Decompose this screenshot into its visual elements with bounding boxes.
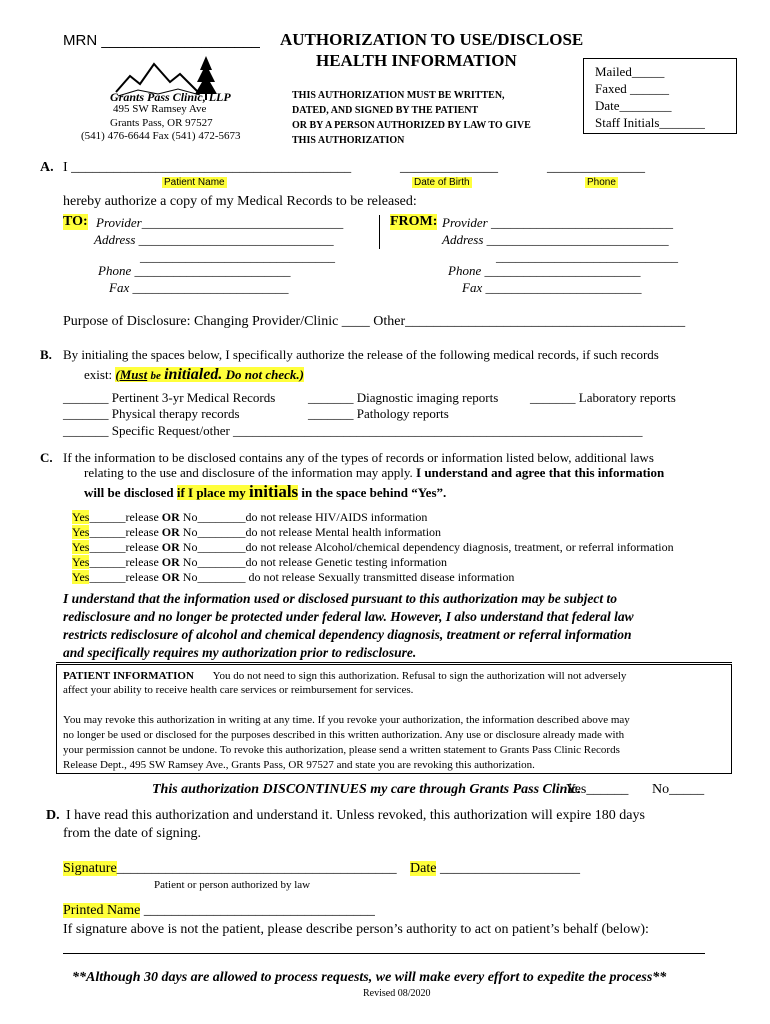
to-from-divider bbox=[379, 215, 380, 249]
phone-label: Phone bbox=[587, 177, 616, 188]
record-physical-therapy[interactable]: _______ Physical therapy records bbox=[63, 406, 240, 421]
processing-note: **Although 30 days are allowed to process requests, we will make every effort to expedite the process** bbox=[72, 970, 667, 985]
to-label: TO: bbox=[63, 214, 88, 229]
section-a-letter: A. bbox=[40, 160, 54, 175]
patient-name-field[interactable]: I ________________________________________ bbox=[63, 160, 352, 175]
from-address2-field[interactable]: ____________________________ bbox=[496, 249, 678, 264]
discontinue-no-field[interactable]: No_____ bbox=[652, 782, 705, 797]
to-address-field[interactable]: Address ______________________________ bbox=[94, 232, 334, 247]
redisclosure-statement: I understand that the information used or disclosed pursuant to this authorization may be subject to redisclosure and no longer be protected under federal law. However, I also understand that federal law restricts redisclosure of alcohol and chemical dependency diagnosis, treatment or referral information and specifically requires my authorization prior to redisclosure. bbox=[63, 591, 634, 660]
staff-initials-field[interactable]: Staff Initials_______ bbox=[595, 115, 705, 130]
faxed-field[interactable]: Faxed ______ bbox=[595, 81, 670, 96]
form-title-line1: AUTHORIZATION TO USE/DISCLOSE bbox=[280, 30, 584, 49]
sensitive-row-hiv[interactable]: Yes______release OR No________do not release HIV/AIDS information bbox=[72, 510, 428, 524]
sensitive-row-std[interactable]: Yes______release OR No________ do not release Sexually transmitted disease information bbox=[72, 570, 515, 584]
section-c-line3: will be disclosed if I place my initials in the space behind “Yes”. bbox=[84, 482, 447, 501]
record-pathology[interactable]: _______ Pathology reports bbox=[308, 406, 449, 421]
section-c-line2: relating to the use and disclosure of the information may apply. I understand and agree that this information bbox=[84, 465, 665, 480]
mailed-field[interactable]: Mailed_____ bbox=[595, 64, 665, 79]
section-b-letter: B. bbox=[40, 347, 52, 362]
discontinue-yes-field[interactable]: Yes______ bbox=[566, 782, 629, 797]
discontinue-care-text: This authorization DISCONTINUES my care through Grants Pass Clinic. bbox=[152, 782, 582, 797]
form-title-line2: HEALTH INFORMATION bbox=[316, 51, 517, 70]
clinic-address-line1: 495 SW Ramsey Ave bbox=[113, 103, 207, 115]
section-d-letter: D. bbox=[46, 808, 60, 823]
date-signed-field[interactable]: Date ____________________ bbox=[410, 861, 580, 876]
section-c-letter: C. bbox=[40, 450, 53, 465]
patient-name-label: Patient Name bbox=[164, 177, 225, 188]
authority-text: If signature above is not the patient, please describe person’s authority to act on patient’s behalf (below): bbox=[63, 922, 649, 937]
record-laboratory[interactable]: _______ Laboratory reports bbox=[530, 390, 676, 405]
revision-date: Revised 08/2020 bbox=[363, 988, 431, 999]
date-field[interactable]: Date________ bbox=[595, 98, 672, 113]
office-use-box bbox=[583, 58, 737, 134]
patient-info-heading: PATIENT INFORMATION bbox=[63, 670, 194, 682]
section-c-line1: If the information to be disclosed contains any of the types of records or information listed below, additional laws bbox=[63, 450, 654, 465]
signature-notice: THIS AUTHORIZATION MUST BE WRITTEN, DATED, AND SIGNED BY THE PATIENT OR BY A PERSON AUTHORIZED BY LAW TO GIVE THIS AUTHORIZATION bbox=[292, 90, 531, 146]
section-d-line2: from the date of signing. bbox=[63, 826, 202, 841]
signature-field[interactable]: Signature________________________________________ bbox=[63, 861, 397, 876]
authorize-text: hereby authorize a copy of my Medical Records to be released: bbox=[63, 194, 417, 209]
from-address-field[interactable]: Address ____________________________ bbox=[442, 232, 669, 247]
revocation-text: You may revoke this authorization in writing at any time. If you revoke your authorization, the information described above may no longer be used or disclosed for the purposes described in this written authorization. Any use or disclosure already made with your permission cannot be undone. To revoke this authorization, please send a written statement to Grants Pass Clinic Records Release Dept., 495 SW Ramsey Ave., Grants Pass, OR 97527 and state you are revoking this authorization. bbox=[63, 714, 630, 771]
to-phone-field[interactable]: Phone ________________________ bbox=[98, 263, 291, 278]
section-d-line1: I have read this authorization and understand it. Unless revoked, this authorization will expire 180 days bbox=[66, 808, 645, 823]
phone-field[interactable]: ______________ bbox=[547, 160, 645, 175]
to-address2-field[interactable]: ______________________________ bbox=[140, 249, 335, 264]
record-specific-request[interactable]: _______ Specific Request/other _______________________________________________________________ bbox=[63, 423, 643, 438]
signature-caption: Patient or person authorized by law bbox=[154, 879, 311, 891]
authority-description-line[interactable] bbox=[63, 953, 705, 954]
purpose-of-disclosure[interactable]: Purpose of Disclosure: Changing Provider/Clinic ____ Other________________________________________ bbox=[63, 314, 686, 329]
from-fax-field[interactable]: Fax ________________________ bbox=[462, 280, 642, 295]
printed-name-field[interactable]: Printed Name _________________________________ bbox=[63, 903, 375, 918]
clinic-address-line2: Grants Pass, OR 97527 bbox=[110, 117, 213, 129]
from-provider-field[interactable]: Provider ____________________________ bbox=[442, 215, 673, 230]
mrn-field[interactable]: MRN ___________________ bbox=[63, 32, 260, 49]
sensitive-row-alcohol[interactable]: Yes______release OR No________do not release Alcohol/chemical dependency diagnosis, treatment, or referral information bbox=[72, 540, 674, 554]
sensitive-row-mental-health[interactable]: Yes______release OR No________do not release Mental health information bbox=[72, 525, 442, 539]
dob-field[interactable]: ______________ bbox=[400, 160, 498, 175]
from-label: FROM: bbox=[390, 214, 438, 229]
to-fax-field[interactable]: Fax ________________________ bbox=[109, 280, 289, 295]
patient-information-box: PATIENT INFORMATION You do not need to sign this authorization. Refusal to sign the authorization will not adversely affect your ability to receive health care services or reimbursement for services. You may revoke this authorization in writing at any time. If you revoke your authorization, the information described above may no longer be used or disclosed for the purposes described in this written authorization. Any use or disclosure already made with your permission cannot be undone. To revoke this authorization, please send a written statement to Grants Pass Clinic Records Release Dept., 495 SW Ramsey Ave., Grants Pass, OR 97527 and state you are revoking this authorization. bbox=[56, 664, 732, 774]
record-pertinent-medical[interactable]: _______ Pertinent 3-yr Medical Records bbox=[63, 390, 276, 405]
section-b-instruction: exist: (Must be initialed. Do not check.) bbox=[84, 366, 304, 383]
record-diagnostic-imaging[interactable]: _______ Diagnostic imaging reports bbox=[308, 390, 499, 405]
sensitive-info-rows bbox=[72, 510, 674, 585]
clinic-name: Grants Pass Clinic, LLP bbox=[110, 90, 231, 104]
dob-label: Date of Birth bbox=[414, 177, 470, 188]
sensitive-row-genetic[interactable]: Yes______release OR No________do not release Genetic testing information bbox=[72, 555, 448, 569]
clinic-phone-fax: (541) 476-6644 Fax (541) 472-5673 bbox=[81, 130, 241, 142]
from-phone-field[interactable]: Phone ________________________ bbox=[448, 263, 641, 278]
to-provider-field[interactable]: Provider_______________________________ bbox=[96, 215, 344, 230]
section-b-intro: By initialing the spaces below, I specifically authorize the release of the following medical records, if such records bbox=[63, 347, 659, 362]
